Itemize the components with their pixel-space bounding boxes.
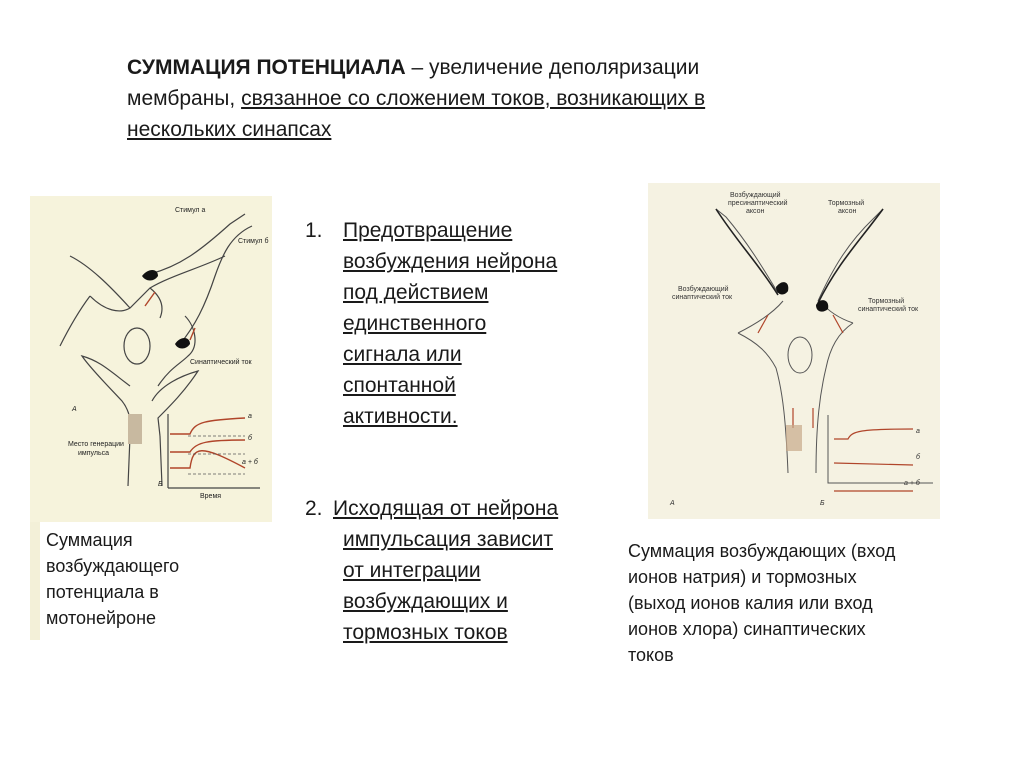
label-a: а bbox=[916, 428, 920, 435]
point-2-line: тормозных токов bbox=[343, 621, 508, 644]
label-B: Б bbox=[820, 500, 825, 507]
label-inh-current-1: Тормозный bbox=[868, 298, 905, 305]
label-time: Время bbox=[200, 493, 222, 500]
right-figure-caption bbox=[628, 538, 988, 668]
point-1-line: единственного bbox=[343, 312, 487, 335]
point-1-line: Предотвращение bbox=[343, 219, 513, 242]
point-1-line: сигнала или bbox=[343, 343, 462, 366]
label-exc-axon-2: пресинаптический bbox=[728, 200, 788, 207]
label-current: Синаптический ток bbox=[190, 359, 252, 366]
label-exc-current-2: синаптический ток bbox=[672, 294, 733, 301]
page-title bbox=[127, 52, 867, 145]
caption-line: Суммация возбуждающих (вход bbox=[628, 541, 896, 561]
label-ab: а + б bbox=[242, 459, 258, 466]
title-bold: СУММАЦИЯ ПОТЕНЦИАЛА bbox=[127, 56, 406, 79]
label-b: б bbox=[916, 454, 920, 461]
label-a: а bbox=[248, 413, 252, 420]
caption-line: ионов натрия) и тормозных bbox=[628, 567, 857, 587]
label-inh-current-2: синаптический ток bbox=[858, 306, 919, 313]
point-2-line: от интеграции bbox=[343, 559, 481, 582]
label-site2: импульса bbox=[78, 450, 109, 457]
label-ab: а + б bbox=[904, 480, 920, 487]
caption-line: возбуждающего bbox=[46, 556, 180, 576]
label-exc-axon-3: аксон bbox=[746, 208, 765, 215]
point-2-text bbox=[333, 493, 558, 648]
point-2-number: 2. bbox=[305, 497, 323, 520]
point-1-text bbox=[343, 215, 557, 432]
label-inh-axon-1: Тормозный bbox=[828, 200, 865, 207]
caption-line: токов bbox=[628, 645, 674, 665]
motoneuron-figure bbox=[30, 196, 272, 522]
point-1-line: возбуждения нейрона bbox=[343, 250, 558, 273]
point-1-line: спонтанной bbox=[343, 374, 456, 397]
caption-line: мотонейроне bbox=[46, 608, 157, 628]
left-figure-caption bbox=[46, 527, 256, 631]
motoneuron-diagram bbox=[30, 196, 272, 522]
caption-line: ионов хлора) синаптических bbox=[628, 619, 866, 639]
title-rest: – увеличение деполяризации bbox=[405, 56, 700, 79]
left-figure-scan-edge bbox=[30, 522, 40, 640]
label-site: Место генерации bbox=[68, 441, 124, 448]
title-line2-underlined: связанное со сложением токов, возникающих в bbox=[241, 87, 706, 110]
label-inh-axon-2: аксон bbox=[838, 208, 857, 215]
label-stim-b: Стимул б bbox=[238, 238, 269, 245]
point-1-line: под действием bbox=[343, 281, 489, 304]
title-line2-plain: мембраны, bbox=[127, 87, 242, 110]
point-1-line: активности. bbox=[343, 405, 458, 428]
label-exc-axon-1: Возбуждающий bbox=[730, 192, 781, 199]
point-2-line: возбуждающих и bbox=[343, 590, 508, 613]
label-A: А bbox=[72, 406, 77, 413]
label-B: Б bbox=[158, 481, 163, 488]
caption-line: (выход ионов калия или вход bbox=[628, 593, 873, 613]
synaptic-currents-diagram bbox=[648, 183, 940, 519]
label-exc-current-1: Возбуждающий bbox=[678, 286, 729, 293]
point-2-line: импульсация зависит bbox=[343, 528, 553, 551]
synaptic-currents-figure bbox=[648, 183, 940, 519]
point-2-line: Исходящая от нейрона bbox=[333, 497, 559, 520]
label-stim-a: Стимул а bbox=[175, 207, 206, 214]
label-A: А bbox=[670, 500, 675, 507]
caption-line: Суммация bbox=[46, 530, 133, 550]
caption-line: потенциала в bbox=[46, 582, 159, 602]
title-line3-underlined: нескольких синапсах bbox=[127, 118, 332, 141]
label-b: б bbox=[248, 435, 252, 442]
point-1-number: 1. bbox=[305, 219, 323, 242]
